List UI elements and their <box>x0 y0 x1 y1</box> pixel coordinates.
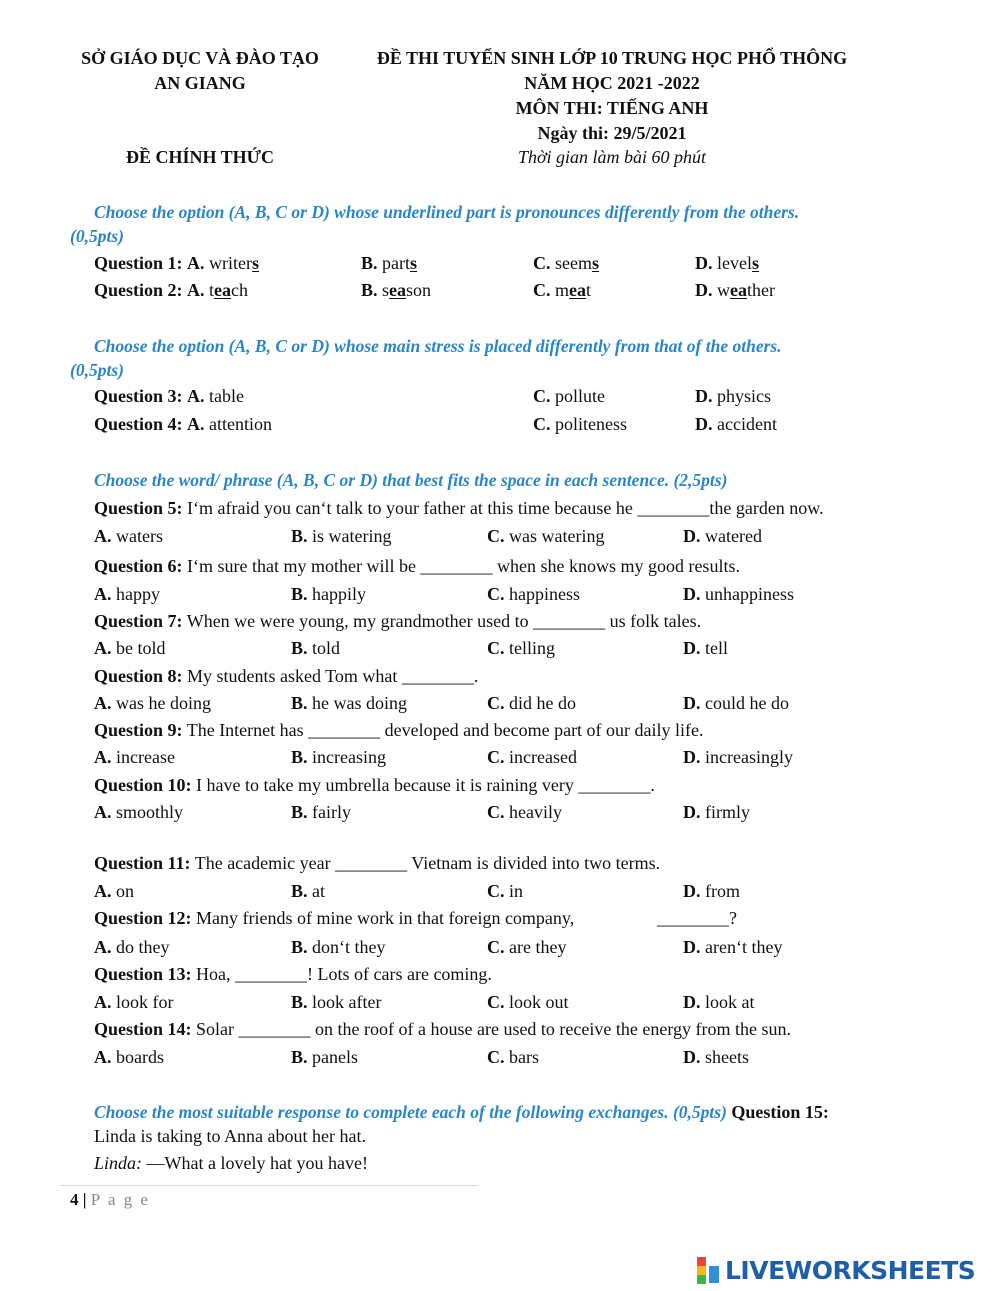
question-8-option-c[interactable]: C. did he do <box>487 693 576 713</box>
question-7-stem: Question 7: When we were young, my grandmother used to ________ us folk tales. <box>94 611 702 631</box>
question-6-option-c[interactable]: C. happiness <box>487 584 580 604</box>
question-12-option-b[interactable]: B. don‘t they <box>291 937 386 957</box>
question-2-option-b[interactable]: B. season <box>361 280 432 300</box>
question-14-stem: Question 14: Solar ________ on the roof of a house are used to receive the energy from the sun. <box>94 1019 792 1039</box>
question-3-option-d[interactable]: D. physics <box>695 386 771 406</box>
question-label: Question 4: <box>94 414 183 434</box>
question-9-stem: Question 9: The Internet has ________ developed and become part of our daily life. <box>94 720 704 740</box>
question-10-option-a[interactable]: A. smoothly <box>94 802 184 822</box>
liveworksheets-logo-text: LIVEWORKSHEETS <box>725 1255 976 1285</box>
question-11-option-b[interactable]: B. at <box>291 881 326 901</box>
liveworksheets-logo <box>697 1255 975 1285</box>
liveworksheets-logo-icon <box>697 1257 721 1283</box>
option-a[interactable]: writers <box>209 253 260 273</box>
question-7-option-d[interactable]: D. tell <box>683 638 728 658</box>
question-4-option-d[interactable]: D. accident <box>695 414 777 434</box>
question-7-option-b[interactable]: B. told <box>291 638 341 658</box>
question-11-option-d[interactable]: D. from <box>683 881 740 901</box>
question-14-option-c[interactable]: C. bars <box>487 1047 539 1067</box>
question-2: Question 2: A. teach <box>94 280 249 300</box>
question-15-dialogue: Linda: ―What a lovely hat you have! <box>94 1153 368 1173</box>
question-1-option-c[interactable]: C. seems <box>533 253 599 273</box>
question-10-option-c[interactable]: C. heavily <box>487 802 562 822</box>
question-4: Question 4: A. attention <box>94 414 272 434</box>
section-4-instruction: Choose the most suitable response to complete each of the following exchanges. (0,5pts) <box>94 1102 727 1122</box>
header-duration: Thời gian làm bài 60 phút <box>517 147 707 167</box>
question-3-option-c[interactable]: C. pollute <box>533 386 605 406</box>
question-6-option-a[interactable]: A. happy <box>94 584 160 604</box>
question-13-option-b[interactable]: B. look after <box>291 992 382 1012</box>
question-8-stem: Question 8: My students asked Tom what ________. <box>94 666 479 686</box>
question-12-blank: ________? <box>657 908 737 928</box>
header-org: SỞ GIÁO DỤC VÀ ĐÀO TẠO <box>81 48 319 68</box>
header-subject: MÔN THI: TIẾNG ANH <box>515 98 709 118</box>
page-number: 4 | P a g e <box>70 1190 150 1209</box>
question-2-option-d[interactable]: D. weather <box>695 280 775 300</box>
question-2-option-c[interactable]: C. meat <box>533 280 592 300</box>
question-1-option-d[interactable]: D. levels <box>695 253 759 273</box>
question-9-option-d[interactable]: D. increasingly <box>683 747 793 767</box>
question-10-option-d[interactable]: D. firmly <box>683 802 750 822</box>
question-11-option-a[interactable]: A. on <box>94 881 134 901</box>
question-4-option-c[interactable]: C. politeness <box>533 414 627 434</box>
question-12-stem: Question 12: Many friends of mine work in that foreign company, <box>94 908 575 928</box>
question-label: Question 1: <box>94 253 183 273</box>
question-3: Question 3: A. table <box>94 386 244 406</box>
question-13-option-c[interactable]: C. look out <box>487 992 569 1012</box>
question-11-stem: Question 11: The academic year ________ Vietnam is divided into two terms. <box>94 853 661 873</box>
question-12-option-a[interactable]: A. do they <box>94 937 170 957</box>
header-school-year: NĂM HỌC 2021 -2022 <box>524 73 700 93</box>
question-15-context: Linda is taking to Anna about her hat. <box>94 1126 366 1146</box>
question-11-option-c[interactable]: C. in <box>487 881 524 901</box>
header-official: ĐỀ CHÍNH THỨC <box>125 147 275 167</box>
question-12-option-d[interactable]: D. aren‘t they <box>683 937 783 957</box>
section-3-instruction: Choose the word/ phrase (A, B, C or D) that best fits the space in each sentence. (2,5pts) <box>94 470 728 490</box>
section-4-line <box>94 1102 829 1123</box>
question-7-option-a[interactable]: A. be told <box>94 638 166 658</box>
option-a[interactable]: attention <box>209 414 272 434</box>
question-6-option-d[interactable]: D. unhappiness <box>683 584 794 604</box>
question-13-option-a[interactable]: A. look for <box>94 992 174 1012</box>
question-10-stem: Question 10: I have to take my umbrella because it is raining very ________. <box>94 775 655 795</box>
question-15-label: Question 15: <box>731 1102 829 1122</box>
question-13-stem: Question 13: Hoa, ________! Lots of cars are coming. <box>94 964 492 984</box>
option-a[interactable]: teach <box>209 280 249 300</box>
question-8-option-a[interactable]: A. was he doing <box>94 693 211 713</box>
question-14-option-d[interactable]: D. sheets <box>683 1047 749 1067</box>
question-1-option-b[interactable]: B. parts <box>361 253 418 273</box>
section-1-instruction: Choose the option (A, B, C or D) whose underlined part is pronounces differently from the others. <box>94 202 800 222</box>
question-14-option-a[interactable]: A. boards <box>94 1047 164 1067</box>
question-8-option-d[interactable]: D. could he do <box>683 693 789 713</box>
question-6-option-b[interactable]: B. happily <box>291 584 367 604</box>
header-exam-title: ĐỀ THI TUYỂN SINH LỚP 10 TRUNG HỌC PHỔ THÔNG <box>376 48 848 68</box>
question-6-stem: Question 6: I‘m sure that my mother will be ________ when she knows my good results. <box>94 556 740 576</box>
question-1: Question 1: A. writers <box>94 253 260 273</box>
question-5-option-b[interactable]: B. is watering <box>291 526 392 546</box>
header-province: AN GIANG <box>154 73 246 93</box>
section-2-points: (0,5pts) <box>70 360 124 380</box>
section-2-instruction: Choose the option (A, B, C or D) whose main stress is placed differently from that of the others. <box>94 336 782 356</box>
header-exam-date: Ngày thi: 29/5/2021 <box>537 123 687 143</box>
question-7-option-c[interactable]: C. telling <box>487 638 555 658</box>
question-9-option-c[interactable]: C. increased <box>487 747 577 767</box>
question-label: Question 2: <box>94 280 183 300</box>
question-13-option-d[interactable]: D. look at <box>683 992 755 1012</box>
question-8-option-b[interactable]: B. he was doing <box>291 693 407 713</box>
question-10-option-b[interactable]: B. fairly <box>291 802 351 822</box>
question-9-option-b[interactable]: B. increasing <box>291 747 386 767</box>
question-12-option-c[interactable]: C. are they <box>487 937 567 957</box>
question-5-option-d[interactable]: D. watered <box>683 526 762 546</box>
question-5-option-a[interactable]: A. waters <box>94 526 163 546</box>
question-5-stem: Question 5: I‘m afraid you can‘t talk to your father at this time because he ________the garden now. <box>94 498 824 518</box>
footer-divider <box>60 1185 478 1186</box>
section-1-points: (0,5pts) <box>70 226 124 246</box>
question-9-option-a[interactable]: A. increase <box>94 747 175 767</box>
option-a[interactable]: table <box>209 386 244 406</box>
question-label: Question 3: <box>94 386 183 406</box>
question-5-option-c[interactable]: C. was watering <box>487 526 605 546</box>
question-14-option-b[interactable]: B. panels <box>291 1047 358 1067</box>
